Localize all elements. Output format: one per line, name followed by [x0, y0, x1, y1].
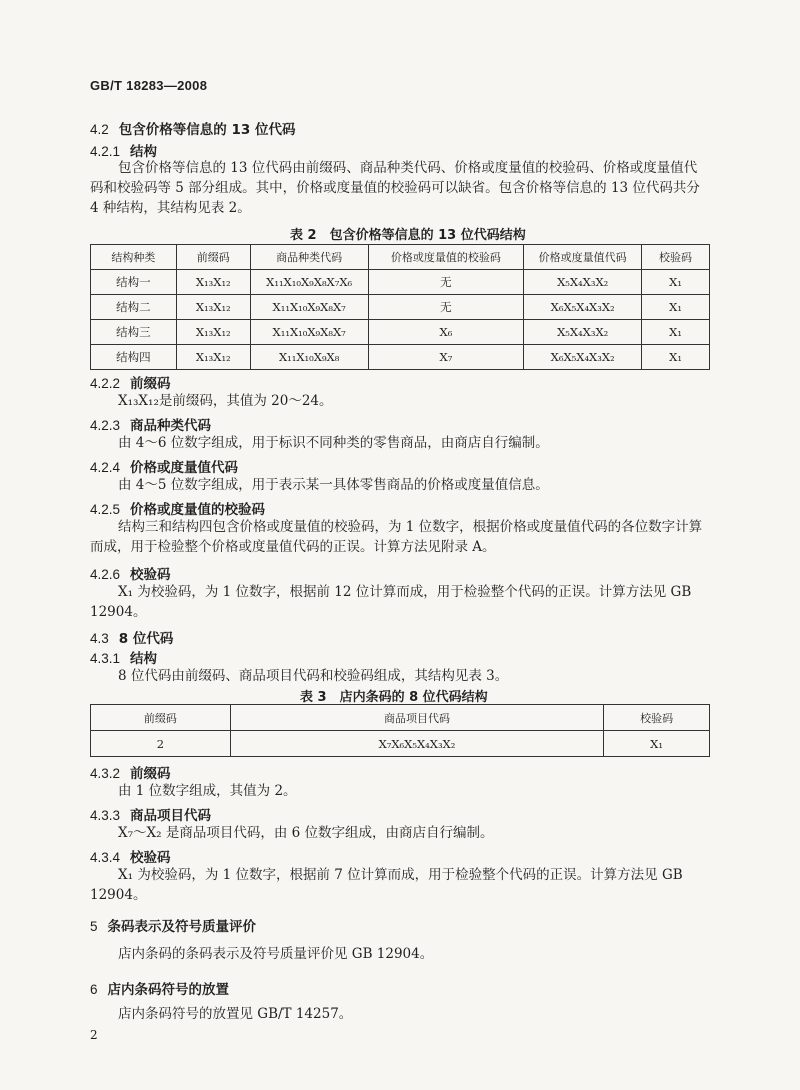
table-cell: X₅X₄X₃X₂	[524, 320, 642, 345]
table-header-cell: 前缀码	[91, 705, 231, 731]
table-cell: X₁	[642, 320, 710, 345]
table-row	[91, 345, 710, 370]
heading-number: 4.3	[90, 631, 109, 646]
table-cell: X₁₃X₁₂	[176, 320, 250, 345]
table-cell: X₇X₆X₅X₄X₃X₂	[230, 731, 603, 757]
heading-4-2-6	[90, 563, 171, 583]
table-3	[90, 704, 710, 757]
heading-number: 4.2.1	[90, 144, 121, 159]
heading-title: 商品项目代码	[130, 808, 212, 824]
table-row	[91, 270, 710, 295]
table-cell: X₇	[368, 345, 524, 370]
table-cell: X₁₁X₁₀X₉X₈	[250, 345, 368, 370]
table-cell: X₆	[368, 320, 524, 345]
table-cell: X₁₃X₁₂	[176, 295, 250, 320]
table-cell: X₁₁X₁₀X₉X₈X₇X₆	[250, 270, 368, 295]
table-cell: 结构三	[91, 320, 177, 345]
table-header-cell: 结构种类	[91, 245, 177, 270]
heading-4-3-1	[90, 647, 157, 667]
heading-4-2	[90, 118, 295, 138]
table-cell: X₁	[604, 731, 710, 757]
heading-number: 4.3.3	[90, 808, 121, 823]
table-cell: X₁₃X₁₂	[176, 270, 250, 295]
table-header-row	[91, 245, 710, 270]
heading-number: 4.2	[90, 122, 109, 137]
heading-4-2-3	[90, 414, 211, 434]
heading-number: 4.3.2	[90, 766, 121, 781]
heading-4-3	[90, 627, 173, 647]
heading-number: 4.2.2	[90, 376, 121, 391]
heading-number: 4.3.4	[90, 850, 121, 865]
table-cell: X₁₁X₁₀X₉X₈X₇	[250, 295, 368, 320]
heading-4-2-5	[90, 498, 265, 518]
table-cell: 无	[368, 270, 524, 295]
table-2	[90, 244, 710, 370]
heading-4-2-1	[90, 140, 157, 160]
heading-4-2-4	[90, 456, 238, 476]
heading-title: 价格或度量值代码	[130, 460, 239, 476]
paragraph-4-2-3: 由 4～6 位数字组成，用于标识不同种类的零售商品，由商店自行编制。	[118, 435, 549, 451]
table-row	[91, 731, 710, 757]
heading-4-2-2	[90, 372, 171, 392]
heading-title: 前缀码	[130, 766, 171, 782]
heading-4-3-2	[90, 762, 171, 782]
heading-title: 结构	[130, 144, 158, 160]
paragraph-4-2-2: X₁₃X₁₂是前缀码，其值为 20～24。	[118, 393, 333, 409]
paragraph-5: 店内条码的条码表示及符号质量评价见 GB 12904。	[118, 946, 434, 962]
standard-code: GB/T 18283—2008	[90, 78, 208, 93]
table-cell: X₁₁X₁₀X₉X₈X₇	[250, 320, 368, 345]
heading-title: 8 位代码	[118, 631, 174, 647]
heading-title: 条码表示及符号质量评价	[107, 919, 257, 935]
table-header-cell: 商品项目代码	[230, 705, 603, 731]
heading-title: 结构	[130, 651, 158, 667]
table-header-row	[91, 705, 710, 731]
paragraph-4-2-6: X₁ 为校验码，为 1 位数字，根据前 12 位计算而成，用于检验整个代码的正误。计算方法见 GB 12904。	[90, 584, 692, 620]
table-cell: X₁	[642, 345, 710, 370]
table3-caption: 表 3 店内条码的 8 位代码结构	[300, 690, 488, 705]
heading-title: 校验码	[130, 850, 171, 866]
paragraph-4-3-3: X₇～X₂ 是商品项目代码，由 6 位数字组成，由商店自行编制。	[118, 825, 494, 841]
table-cell: X₁	[642, 270, 710, 295]
table2-caption: 表 2 包含价格等信息的 13 位代码结构	[290, 228, 526, 243]
heading-number: 4.2.5	[90, 502, 121, 517]
table-cell: X₆X₅X₄X₃X₂	[524, 345, 642, 370]
heading-number: 4.2.4	[90, 460, 121, 475]
table-row	[91, 320, 710, 345]
heading-number: 6	[90, 982, 98, 997]
table-header-cell: 前缀码	[176, 245, 250, 270]
table-header-cell: 校验码	[604, 705, 710, 731]
table-cell: 结构四	[91, 345, 177, 370]
heading-title: 前缀码	[130, 376, 171, 392]
paragraph-4-3-1: 8 位代码由前缀码、商品项目代码和校验码组成，其结构见表 3。	[118, 668, 509, 684]
table-cell: X₁	[642, 295, 710, 320]
heading-6	[90, 978, 229, 998]
paragraph-4-3-2: 由 1 位数字组成，其值为 2。	[118, 783, 297, 799]
table-header-cell: 价格或度量值代码	[524, 245, 642, 270]
heading-title: 商品种类代码	[130, 418, 212, 434]
heading-number: 4.2.6	[90, 567, 121, 582]
heading-title: 价格或度量值的校验码	[130, 502, 266, 518]
table-row	[91, 295, 710, 320]
table-header-cell: 商品种类代码	[250, 245, 368, 270]
page-number: 2	[90, 1028, 98, 1042]
paragraph-4-2-1: 包含价格等信息的 13 位代码由前缀码、商品种类代码、价格或度量值的校验码、价格或度量值代码和校验码等 5 部分组成。其中，价格或度量值的校验码可以缺省。包含价格等信息的 13 位代码共分 4 种结构，其结构见表 2。	[90, 160, 700, 216]
table-cell: 2	[91, 731, 231, 757]
table-cell: 无	[368, 295, 524, 320]
paragraph-4-2-5: 结构三和结构四包含价格或度量值的校验码，为 1 位数字，根据价格或度量值代码的各位数字计算而成，用于检验整个价格或度量值代码的正误。计算方法见附录 A。	[90, 519, 703, 555]
heading-number: 4.2.3	[90, 418, 121, 433]
heading-4-3-3	[90, 804, 211, 824]
table-cell: 结构一	[91, 270, 177, 295]
heading-number: 5	[90, 919, 98, 934]
heading-5	[90, 915, 256, 935]
heading-number: 4.3.1	[90, 651, 121, 666]
table-cell: 结构二	[91, 295, 177, 320]
heading-title: 店内条码符号的放置	[107, 982, 230, 998]
heading-4-3-4	[90, 846, 171, 866]
table-header-cell: 校验码	[642, 245, 710, 270]
paragraph-4-2-4: 由 4～5 位数字组成，用于表示某一具体零售商品的价格或度量值信息。	[118, 477, 549, 493]
heading-title: 校验码	[130, 567, 171, 583]
table-header-cell: 价格或度量值的校验码	[368, 245, 524, 270]
table-cell: X₅X₄X₃X₂	[524, 270, 642, 295]
table-cell: X₁₃X₁₂	[176, 345, 250, 370]
paragraph-4-3-4: X₁ 为校验码，为 1 位数字，根据前 7 位计算而成，用于检验整个代码的正误。计算方法见 GB 12904。	[90, 867, 683, 903]
table-cell: X₆X₅X₄X₃X₂	[524, 295, 642, 320]
paragraph-6: 店内条码符号的放置见 GB/T 14257。	[118, 1006, 353, 1022]
heading-title: 包含价格等信息的 13 位代码	[118, 122, 296, 138]
